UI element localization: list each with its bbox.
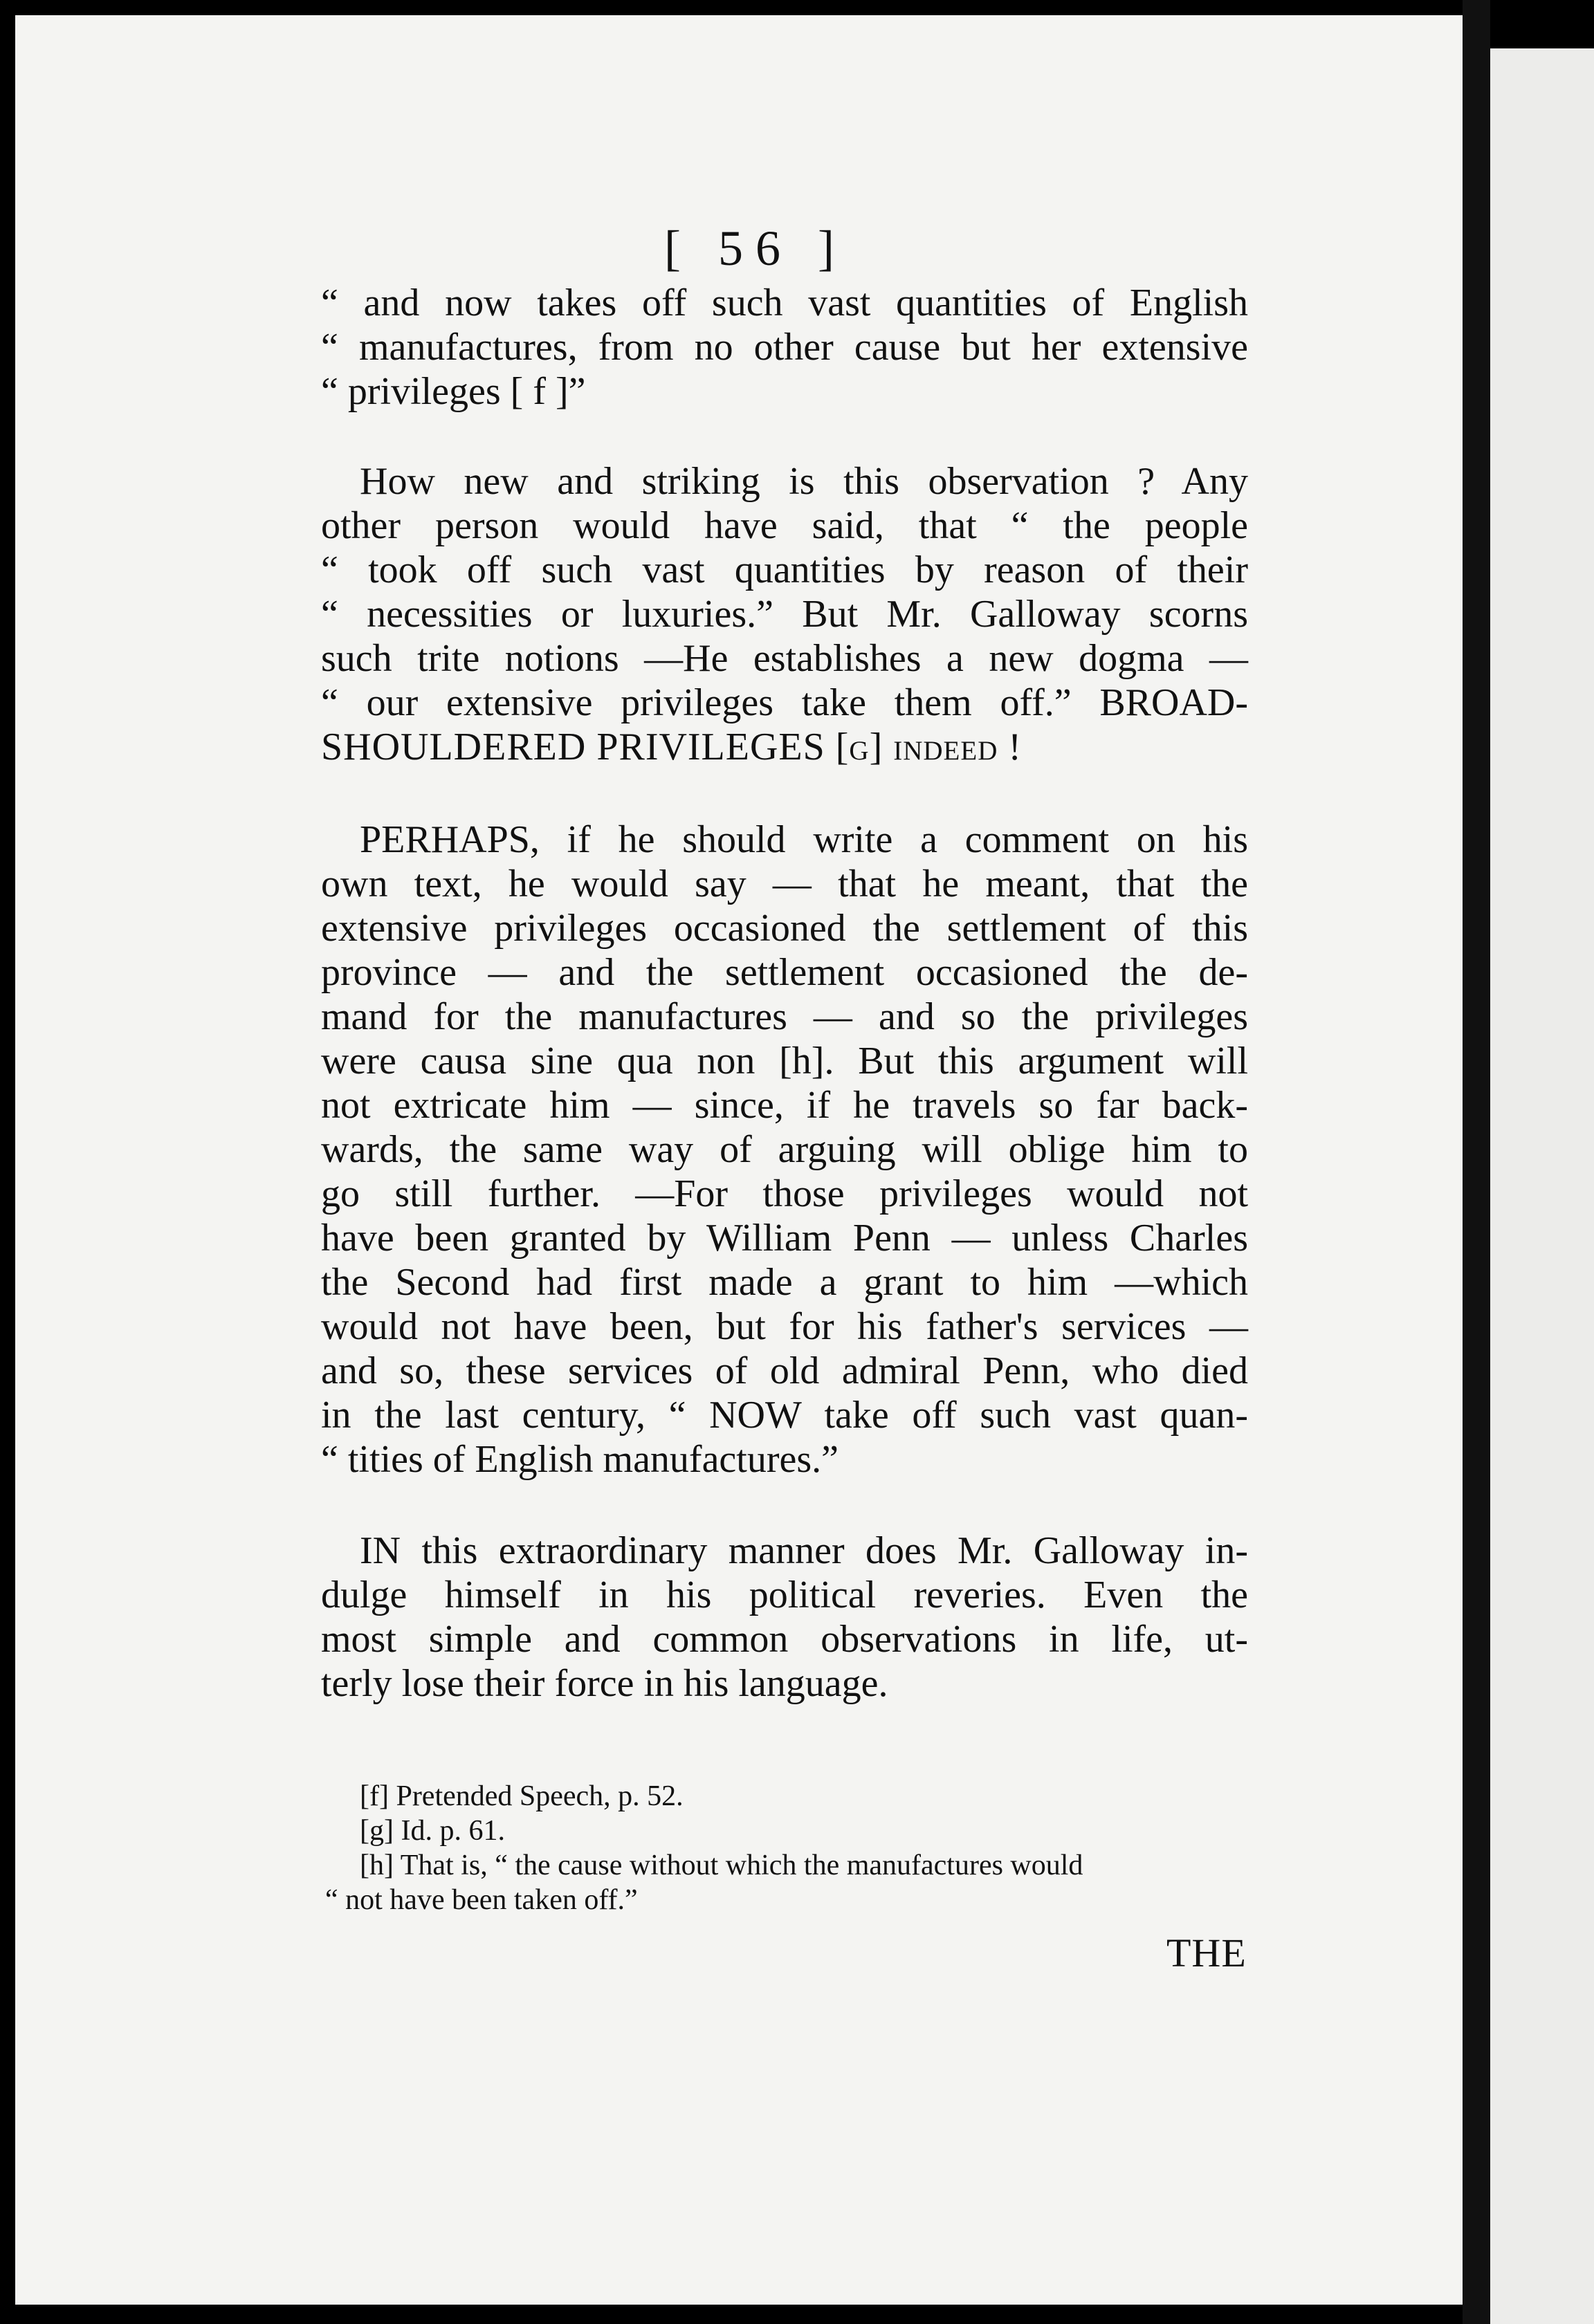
catchword: THE	[1166, 1930, 1247, 1975]
text-line: wards, the same way of arguing will oblige him to	[321, 1128, 1248, 1171]
text-line: own text, he would say — that he meant, that the	[321, 863, 1248, 905]
text-line: the Second had first made a grant to him —which	[321, 1261, 1248, 1304]
text-line: have been granted by William Penn — unless Charles	[321, 1217, 1248, 1260]
adjacent-page	[1490, 48, 1594, 2324]
text-line: in the last century, “ NOW take off such vast quan-	[321, 1394, 1248, 1437]
footnote-f: [f] Pretended Speech, p. 52.	[360, 1780, 684, 1812]
text-line: How new and striking is this observation ? Any	[360, 460, 1248, 503]
text-line: would not have been, but for his father's services —	[321, 1305, 1248, 1348]
text-line: not extricate him — since, if he travels so far back-	[321, 1084, 1248, 1127]
footnote-h-continued: “ not have been taken off.”	[325, 1884, 638, 1916]
text-line: “ manufactures, from no other cause but her extensive	[321, 326, 1248, 369]
text-line: “ privileges [ f ]”	[321, 370, 586, 413]
footnote-g: [g] Id. p. 61.	[360, 1815, 505, 1847]
text-line: go still further. —For those privileges would not	[321, 1172, 1248, 1215]
text-line: province — and the settlement occasioned the de-	[321, 951, 1248, 994]
text-line: “ necessities or luxuries.” But Mr. Galloway scorns	[321, 593, 1248, 636]
text-line: PERHAPS, if he should write a comment on his	[360, 818, 1248, 861]
page-gutter	[1463, 0, 1490, 2324]
text-line: extensive privileges occasioned the settlement of this	[321, 907, 1248, 950]
page-number: [ 56 ]	[664, 221, 847, 276]
text-line: “ our extensive privileges take them off.” BROAD-	[321, 681, 1248, 724]
text-line: most simple and common observations in life, ut-	[321, 1618, 1248, 1661]
text-line: “ took off such vast quantities by reason of their	[321, 548, 1248, 591]
text-line: IN this extraordinary manner does Mr. Galloway in-	[360, 1529, 1248, 1572]
text-line: terly lose their force in his language.	[321, 1662, 888, 1705]
text-line: “ tities of English manufactures.”	[321, 1438, 839, 1481]
footnote-h: [h] That is, “ the cause without which the manufactures would	[360, 1850, 1083, 1881]
text-line: were causa sine qua non [h]. But this argument will	[321, 1040, 1248, 1082]
text-line: other person would have said, that “ the people	[321, 504, 1248, 547]
text-line: and so, these services of old admiral Penn, who died	[321, 1349, 1248, 1392]
text-line: SHOULDERED PRIVILEGES [g] indeed !	[321, 726, 1023, 768]
text-line: dulge himself in his political reveries. Even the	[321, 1574, 1248, 1616]
text-line: “ and now takes off such vast quantities of English	[321, 282, 1248, 324]
text-line: mand for the manufactures — and so the privileges	[321, 995, 1248, 1038]
text-line: such trite notions —He establishes a new dogma —	[321, 637, 1248, 680]
